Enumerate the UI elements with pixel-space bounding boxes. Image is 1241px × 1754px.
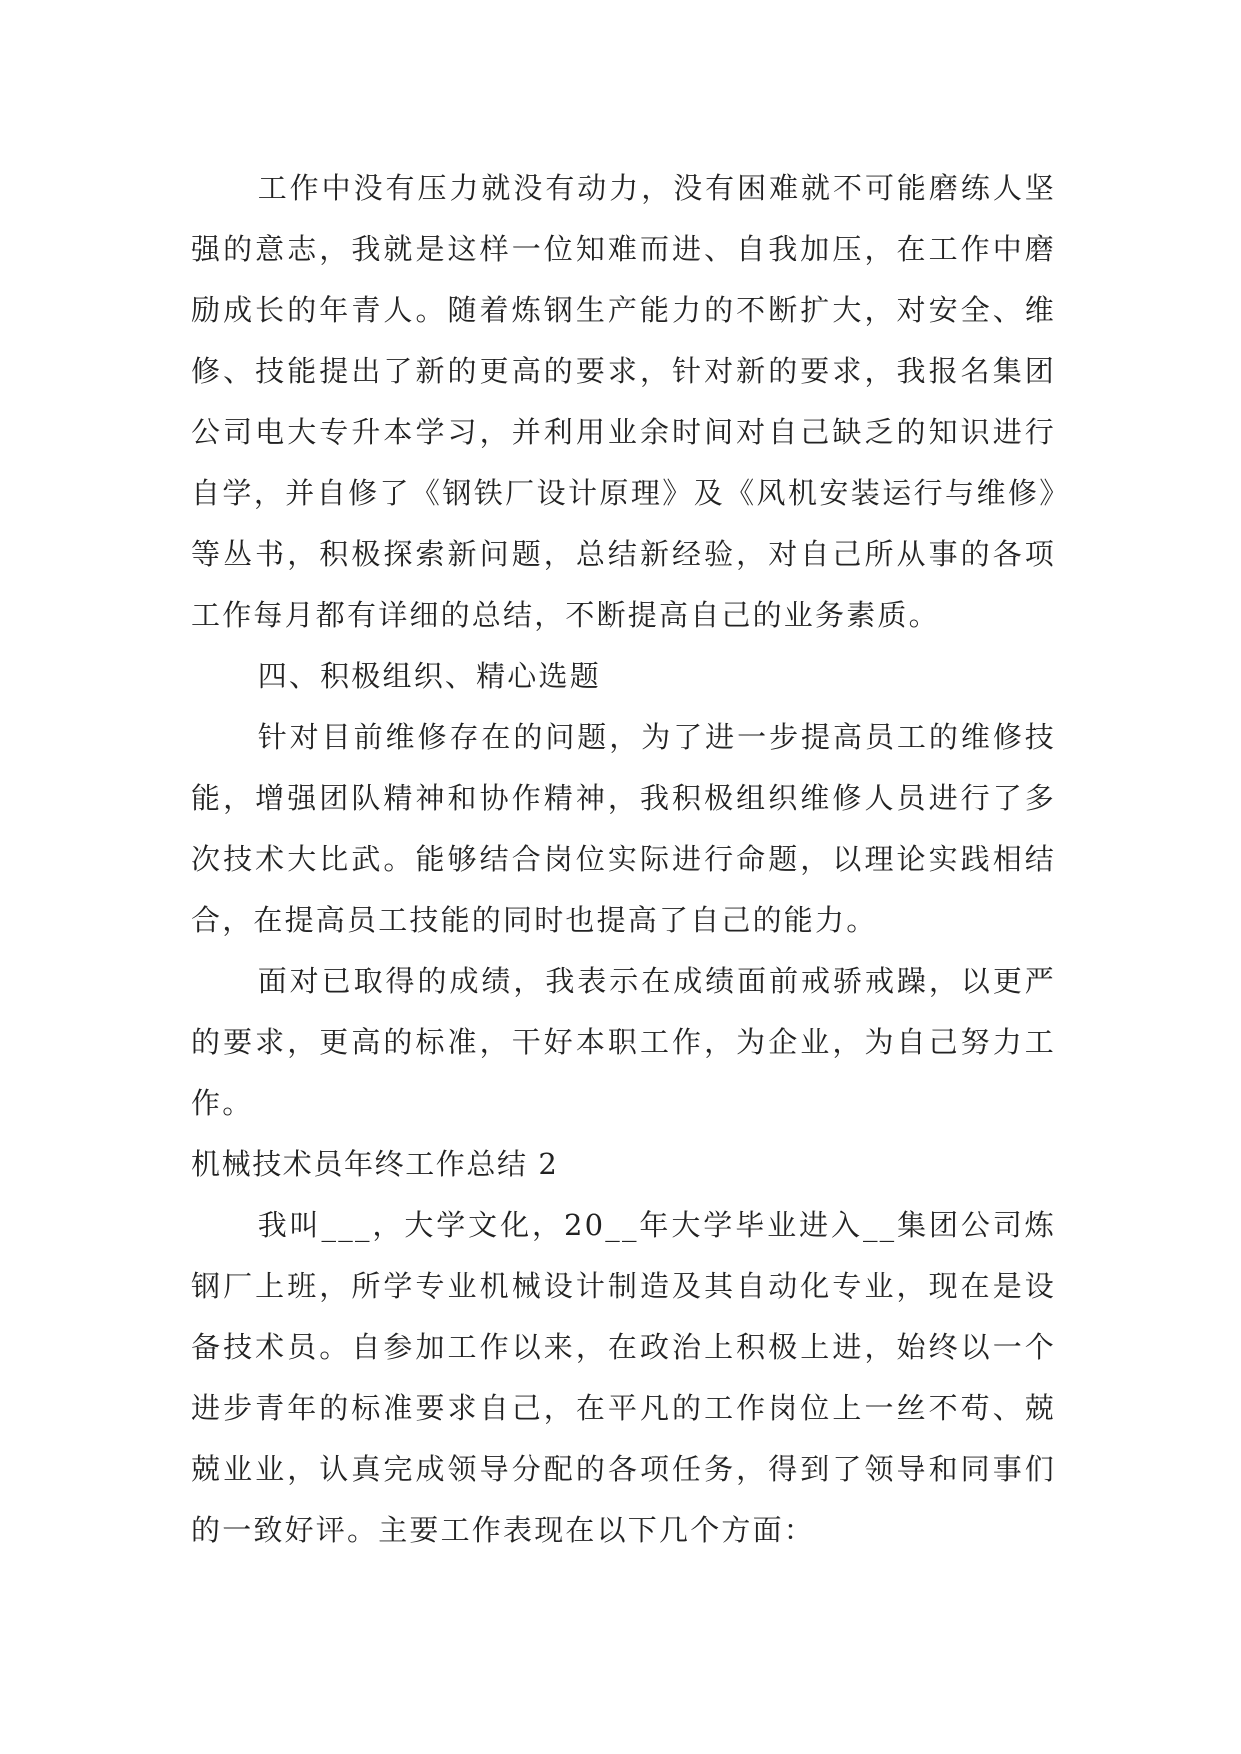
document-body [191, 158, 1056, 1561]
paragraph-skill-competition: 针对目前维修存在的问题，为了进一步提高员工的维修技能，增强团队精神和协作精神，我积极组织维修人员进行了多次技术大比武。能够结合岗位实际进行命题，以理论实践相结合，在提高员工技能的同时也提高了自己的能力。 [191, 720, 1056, 937]
paragraph-self-improvement: 工作中没有压力就没有动力，没有困难就不可能磨练人坚强的意志，我就是这样一位知难而进、自我加压，在工作中磨励成长的年青人。随着炼钢生产能力的不断扩大，对安全、维修、技能提出了新的更高的要求，针对新的要求，我报名集团公司电大专升本学习，并利用业余时间对自己缺乏的知识进行自学，并自修了《钢铁厂设计原理》及《风机安装运行与维修》等丛书，积极探索新问题，总结新经验，对自己所从事的各项工作每月都有详细的总结，不断提高自己的业务素质。 [191, 171, 1056, 632]
section-heading-four: 四、积极组织、精心选题 [257, 659, 601, 693]
document-title-2: 机械技术员年终工作总结 2 [191, 1147, 559, 1181]
paragraph-introduction: 我叫___，大学文化，20__年大学毕业进入__集团公司炼钢厂上班，所学专业机械设计制造及其自动化专业，现在是设备技术员。自参加工作以来，在政治上积极上进，始终以一个进步青年的标准要求自己，在平凡的工作岗位上一丝不苟、兢兢业业，认真完成领导分配的各项任务，得到了领导和同事们的一致好评。主要工作表现在以下几个方面： [191, 1208, 1056, 1547]
paragraph-conclusion: 面对已取得的成绩，我表示在成绩面前戒骄戒躁，以更严的要求，更高的标准，干好本职工作，为企业，为自己努力工作。 [191, 964, 1056, 1120]
